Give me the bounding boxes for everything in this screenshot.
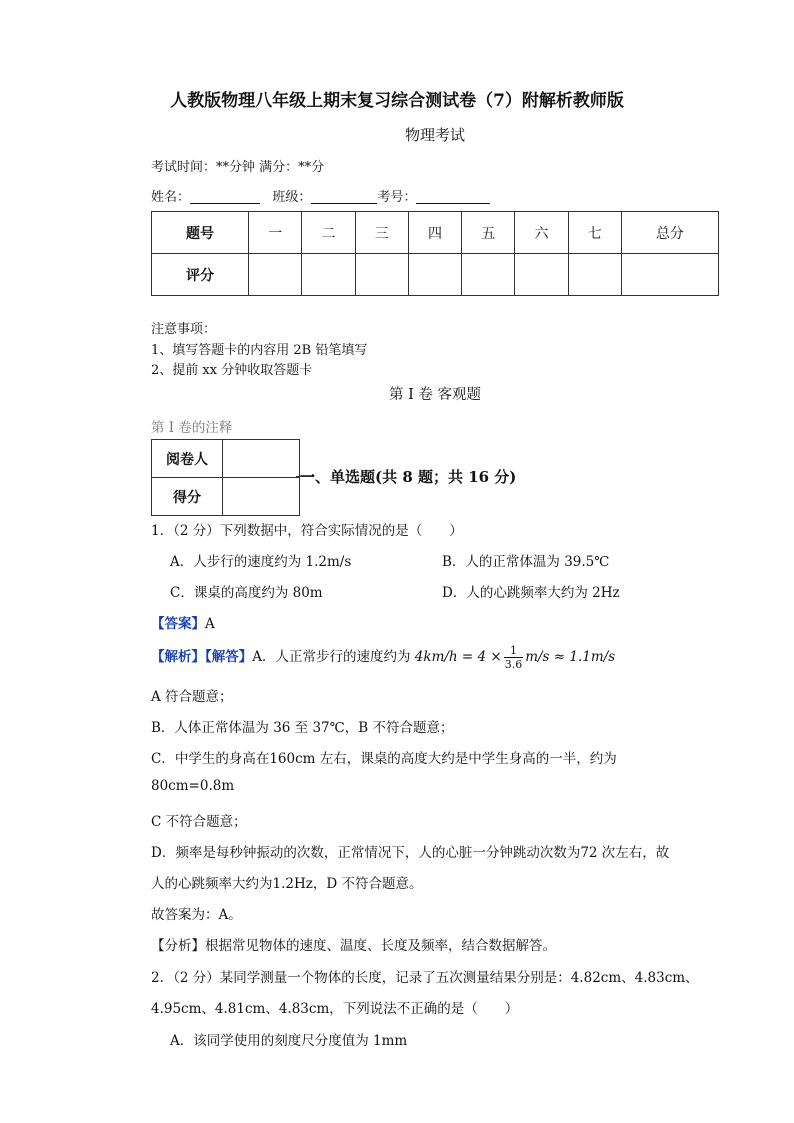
score-input-cell[interactable] — [515, 254, 568, 296]
score-input-cell[interactable] — [355, 254, 408, 296]
exam-time: 考试时间：**分钟 满分：**分 — [151, 160, 325, 175]
q1-analysis-line-6: C 不符合题意； — [151, 814, 247, 830]
q1-analysis-line-3: B．人体正常体温为 36 至 37℃，B 不符合题意； — [151, 720, 454, 736]
document-title: 人教版物理八年级上期末复习综合测试卷（7）附解析教师版 — [170, 91, 624, 111]
score-input-cell[interactable] — [302, 254, 355, 296]
score-input-cell[interactable] — [621, 254, 718, 296]
score-table-cell: 题号 — [152, 212, 249, 254]
student-info-row — [151, 186, 490, 205]
fraction-numerator: 1 — [504, 644, 524, 658]
score-table-cell: 三 — [355, 212, 408, 254]
section-title: 一、单选题(共 8 题；共 16 分) — [300, 468, 517, 486]
q1-option-a: A．人步行的速度约为 1.2m/s — [170, 554, 352, 570]
q2-stem-line-2: 4.95cm、4.81cm、4.83cm，下列说法不正确的是（ ） — [151, 1001, 519, 1017]
q1-option-b: B．人的正常体温为 39.5℃ — [442, 554, 610, 570]
name-label: 姓名： — [151, 190, 191, 205]
analysis-tag: 【解析】【解答】 — [151, 649, 253, 665]
grader-input[interactable] — [223, 440, 300, 478]
fraction-denominator: 3.6 — [504, 658, 523, 671]
formula-right: m/s ≈ 1.1m/s — [525, 649, 616, 665]
q1-stem: 1．（2 分）下列数据中，符合实际情况的是（ ） — [151, 523, 463, 539]
q1-option-c: C．课桌的高度约为 80m — [170, 585, 323, 601]
q1-analysis-line-1 — [151, 644, 615, 671]
score-input-cell[interactable] — [568, 254, 621, 296]
q1-summary: 【分析】根据常见物体的速度、温度、长度及频率，结合数据解答。 — [151, 938, 556, 954]
score-input-cell[interactable] — [249, 254, 302, 296]
q1-analysis-line-8: 人的心跳频率大约为1.2Hz，D 不符合题意。 — [151, 876, 423, 892]
score-table-cell: 六 — [515, 212, 568, 254]
notes-item-1: 1、填写答题卡的内容用 2B 铅笔填写 — [151, 343, 368, 358]
score-table-cell: 总分 — [621, 212, 718, 254]
notes-item-2: 2、提前 xx 分钟收取答题卡 — [151, 363, 313, 378]
q2-option-a: A．该同学使用的刻度尺分度值为 1mm — [170, 1033, 408, 1049]
q1-option-d: D．人的心跳频率大约为 2Hz — [442, 585, 620, 601]
notes-heading: 注意事项： — [151, 322, 217, 337]
formula-left: 4km/h = 4 × — [414, 649, 502, 665]
number-label: 考号： — [377, 190, 417, 205]
score-input-cell[interactable] — [462, 254, 515, 296]
score-row-label: 评分 — [152, 254, 249, 296]
q1-analysis-line-2: A 符合题意； — [151, 689, 233, 705]
score-table-header-row — [152, 212, 719, 254]
grader-label: 阅卷人 — [152, 440, 223, 478]
score-table-cell: 五 — [462, 212, 515, 254]
q1-analysis-line-4: C．中学生的身高在160cm 左右，课桌的高度大约是中学生身高的一半，约为 — [151, 751, 617, 767]
score-input[interactable] — [223, 478, 300, 516]
q1-analysis-line-9: 故答案为：A。 — [151, 907, 242, 923]
q1-answer — [151, 612, 215, 632]
score-table — [151, 211, 719, 296]
score-table-score-row — [152, 254, 719, 296]
q1-analysis-line-7: D．频率是每秒钟振动的次数，正常情况下，人的心脏一分钟跳动次数为72 次左右，故 — [151, 845, 670, 861]
score-table-cell: 七 — [568, 212, 621, 254]
formula-fraction — [504, 644, 524, 671]
score-input-cell[interactable] — [408, 254, 461, 296]
answer-tag: 【答案】 — [151, 616, 205, 632]
grader-table — [151, 439, 300, 516]
part-heading: 第 I 卷 客观题 — [388, 387, 482, 403]
name-blank[interactable] — [190, 189, 260, 204]
part-note: 第 I 卷的注释 — [151, 420, 233, 436]
score-table-cell: 四 — [408, 212, 461, 254]
score-label: 得分 — [152, 478, 223, 516]
q2-stem-line-1: 2．（2 分）某同学测量一个物体的长度，记录了五次测量结果分别是：4.82cm、4.83cm、 — [151, 970, 699, 986]
q1-analysis-line-5: 80cm=0.8m — [151, 778, 235, 794]
analysis-text: A．人正常步行的速度约为 — [252, 649, 411, 665]
answer-value: A — [205, 616, 215, 632]
number-blank[interactable] — [416, 189, 490, 204]
class-blank[interactable] — [311, 189, 377, 204]
document-subtitle: 物理考试 — [404, 126, 465, 144]
score-table-cell: 一 — [249, 212, 302, 254]
score-table-cell: 二 — [302, 212, 355, 254]
class-label: 班级： — [272, 190, 312, 205]
